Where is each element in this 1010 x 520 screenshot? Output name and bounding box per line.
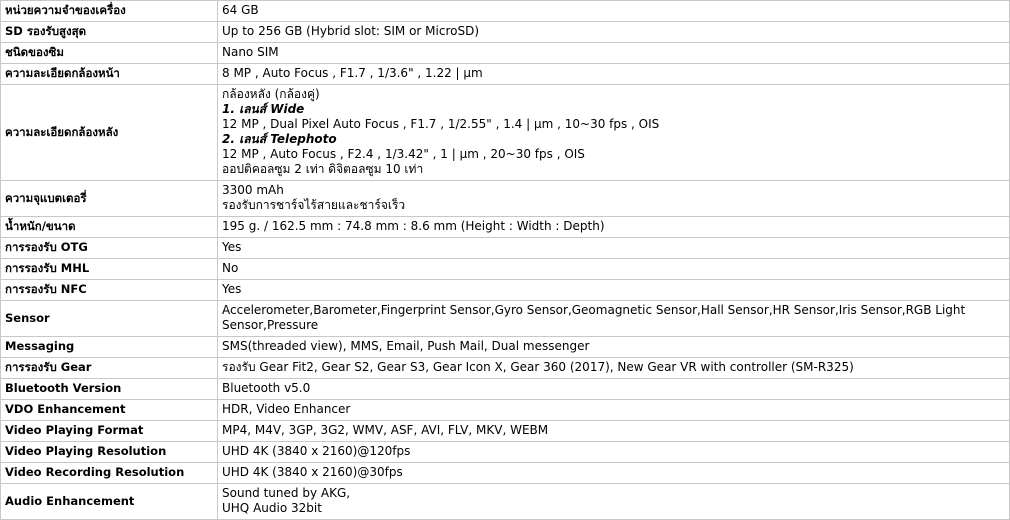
spec-label: การรองรับ OTG <box>1 238 218 259</box>
spec-value-line: UHD 4K (3840 x 2160)@30fps <box>222 465 403 479</box>
spec-value <box>218 259 1010 280</box>
spec-value-line: UHQ Audio 32bit <box>222 501 322 515</box>
spec-value-line: SMS(threaded view), MMS, Email, Push Mail, Dual messenger <box>222 339 590 353</box>
spec-value-line: Nano SIM <box>222 45 279 59</box>
spec-label: การรองรับ Gear <box>1 358 218 379</box>
spec-value-line: HDR, Video Enhancer <box>222 402 351 416</box>
spec-value-line: 12 MP , Dual Pixel Auto Focus , F1.7 , 1/2.55" , 1.4 | µm , 10~30 fps , OIS <box>222 117 660 131</box>
spec-value <box>218 484 1010 520</box>
spec-value <box>218 400 1010 421</box>
spec-value <box>218 301 1010 337</box>
spec-value <box>218 358 1010 379</box>
spec-label: ชนิดของซิม <box>1 43 218 64</box>
spec-value <box>218 421 1010 442</box>
table-row <box>1 442 1010 463</box>
table-row <box>1 301 1010 337</box>
spec-value-line: รองรับ Gear Fit2, Gear S2, Gear S3, Gear Icon X, Gear 360 (2017), New Gear VR with controller (SM-R325) <box>222 360 854 374</box>
spec-label: Video Playing Resolution <box>1 442 218 463</box>
spec-label: การรองรับ NFC <box>1 280 218 301</box>
spec-label: Sensor <box>1 301 218 337</box>
spec-label: Messaging <box>1 337 218 358</box>
spec-value-line: รองรับการชาร์จไร้สายและชาร์จเร็ว <box>222 198 406 212</box>
spec-value <box>218 64 1010 85</box>
spec-label: Video Playing Format <box>1 421 218 442</box>
table-row <box>1 421 1010 442</box>
spec-label: การรองรับ MHL <box>1 259 218 280</box>
spec-value <box>218 22 1010 43</box>
spec-label: Video Recording Resolution <box>1 463 218 484</box>
spec-value <box>218 181 1010 217</box>
spec-value-line: 64 GB <box>222 3 259 17</box>
spec-value-line: Up to 256 GB (Hybrid slot: SIM or MicroSD) <box>222 24 480 38</box>
spec-value <box>218 238 1010 259</box>
table-row <box>1 43 1010 64</box>
spec-value <box>218 337 1010 358</box>
spec-value <box>218 379 1010 400</box>
spec-value-line: 1. เลนส์ Wide <box>222 102 305 116</box>
table-row <box>1 484 1010 520</box>
spec-value-line: 12 MP , Auto Focus , F2.4 , 1/3.42" , 1 | µm , 20~30 fps , OIS <box>222 147 585 161</box>
spec-value-line: Sound tuned by AKG, <box>222 486 351 500</box>
table-row <box>1 1 1010 22</box>
spec-value-line: 3300 mAh <box>222 183 284 197</box>
spec-value <box>218 280 1010 301</box>
table-row <box>1 400 1010 421</box>
spec-value-line: ออปติคอลซูม 2 เท่า ดิจิตอลซูม 10 เท่า <box>222 162 424 176</box>
spec-value <box>218 43 1010 64</box>
spec-label: ความจุแบตเตอรี่ <box>1 181 218 217</box>
spec-value-line: UHD 4K (3840 x 2160)@120fps <box>222 444 411 458</box>
table-row <box>1 379 1010 400</box>
spec-label: SD รองรับสูงสุด <box>1 22 218 43</box>
spec-value-line: MP4, M4V, 3GP, 3G2, WMV, ASF, AVI, FLV, MKV, WEBM <box>222 423 549 437</box>
table-body <box>1 1 1010 520</box>
spec-value <box>218 442 1010 463</box>
table-row <box>1 238 1010 259</box>
table-row <box>1 217 1010 238</box>
spec-label: หน่วยความจำของเครื่อง <box>1 1 218 22</box>
table-row <box>1 337 1010 358</box>
spec-value <box>218 85 1010 181</box>
spec-value-line: 2. เลนส์ Telephoto <box>222 132 337 146</box>
spec-value-line: No <box>222 261 239 275</box>
table-row <box>1 259 1010 280</box>
spec-value-line: Accelerometer,Barometer,Fingerprint Sensor,Gyro Sensor,Geomagnetic Sensor,Hall Sensor,HR Sensor,Iris Sensor,RGB Light Sensor,Pressure <box>222 303 966 332</box>
spec-value-line: Yes <box>222 240 242 254</box>
spec-label: ความละเอียดกล้องหลัง <box>1 85 218 181</box>
spec-label: น้ำหนัก/ขนาด <box>1 217 218 238</box>
spec-value-line: Bluetooth v5.0 <box>222 381 311 395</box>
spec-value-line: 8 MP , Auto Focus , F1.7 , 1/3.6" , 1.22 | µm <box>222 66 483 80</box>
table-row <box>1 181 1010 217</box>
spec-value-line: Yes <box>222 282 242 296</box>
spec-value <box>218 1 1010 22</box>
table-row <box>1 85 1010 181</box>
spec-label: ความละเอียดกล้องหน้า <box>1 64 218 85</box>
spec-label: Audio Enhancement <box>1 484 218 520</box>
spec-label: VDO Enhancement <box>1 400 218 421</box>
table-row <box>1 280 1010 301</box>
spec-value <box>218 217 1010 238</box>
table-row <box>1 463 1010 484</box>
table-row <box>1 22 1010 43</box>
table-row <box>1 64 1010 85</box>
spec-label: Bluetooth Version <box>1 379 218 400</box>
spec-value <box>218 463 1010 484</box>
spec-value-line: 195 g. / 162.5 mm : 74.8 mm : 8.6 mm (Height : Width : Depth) <box>222 219 605 233</box>
table-row <box>1 358 1010 379</box>
spec-value-line: กล้องหลัง (กล้องคู่) <box>222 87 320 101</box>
